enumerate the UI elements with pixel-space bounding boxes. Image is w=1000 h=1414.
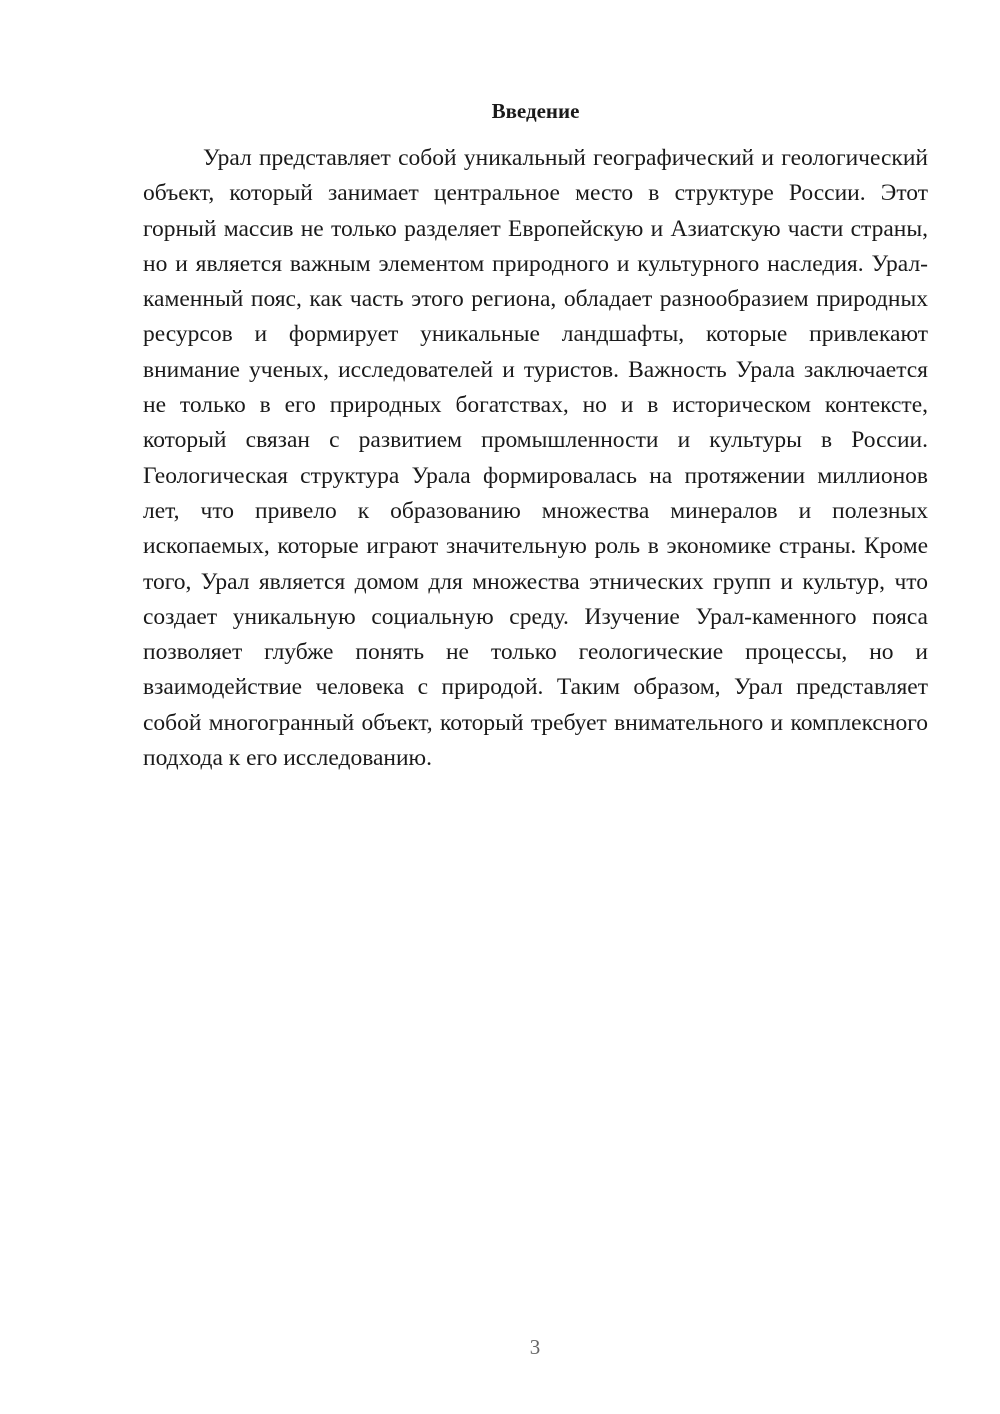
- section-heading: Введение: [491, 99, 580, 123]
- page-number: 3: [529, 1335, 541, 1359]
- introduction-paragraph: Урал представляет собой уникальный географический и геологический объект, который занимает центральное место в структуре России. Этот горный массив не только разделяет Европейскую и Азиатскую части страны, но и является важным элементом природного и культурного наследия. Урал-каменный пояс, как часть этого региона, обладает разнообразием природных ресурсов и формирует уникальные ландшафты, которые привлекают внимание ученых, исследователей и туристов. Важность Урала заключается не только в его природных богатствах, но и в историческом контексте, который связан с развитием промышленности и культуры в России. Геологическая структура Урала формировалась на протяжении миллионов лет, что привело к образованию множества минералов и полезных ископаемых, которые играют значительную роль в экономике страны. Кроме того, Урал является домом для множества этнических групп и культур, что создает уникальную социальную среду. Изучение Урал-каменного пояса позволяет глубже понять не только геологические процессы, но и взаимодействие человека с природой. Таким образом, Урал представляет собой многогранный объект, который требует внимательного и комплексного подхода к его исследованию.: [143, 145, 928, 772]
